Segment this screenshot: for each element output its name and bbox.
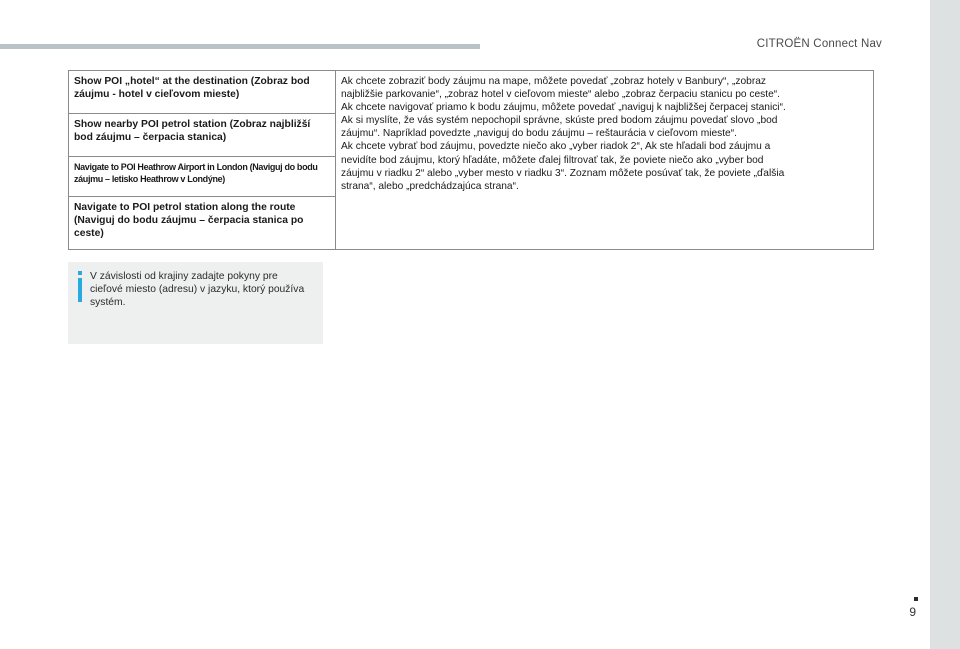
- description-line: Ak chcete zobraziť body záujmu na mape, môžete povedať „zobraz hotely v Banbury“, „zobraz: [341, 76, 766, 87]
- info-note: [68, 262, 323, 344]
- voice-commands-table: [68, 70, 874, 250]
- description-line: najbližšie parkovanie“, „zobraz hotel v cieľovom mieste“ alebo „zobraz čerpaciu stanicu po ceste“.: [341, 89, 780, 101]
- manual-title: CITROËN Connect Nav: [756, 38, 882, 50]
- page-edge-strip: [930, 0, 960, 649]
- header-rule: [0, 44, 480, 49]
- footer-marker: [914, 597, 918, 601]
- description-line: záujmu“. Napríklad povedzte „naviguj do bodu záujmu – reštaurácia v cieľovom mieste“.: [341, 128, 737, 140]
- description-line: záujmu v riadku 2“ alebo „vyber mesto v riadku 3“. Zoznam môžete posúvať tak, že poviete „ďalšia: [341, 167, 785, 179]
- description-line: Ak chcete vybrať bod záujmu, povedzte niečo ako „vyber riadok 2“, Ak ste hľadali bod záujmu a: [341, 141, 771, 153]
- command-cell: Show POI „hotel“ at the destination (Zobraz bod záujmu - hotel v cieľovom mieste): [69, 71, 336, 114]
- page-number: 9: [909, 605, 916, 619]
- table-row: [69, 71, 874, 114]
- command-cell: Navigate to POI petrol station along the route (Naviguj do bodu záujmu – čerpacia stanica po ceste): [69, 197, 336, 250]
- description-cell: [336, 71, 874, 250]
- description-line: nevidíte bod záujmu, ktorý hľadáte, môžete ďalej filtrovať tak, že poviete niečo ako „vyber bod: [341, 154, 764, 166]
- info-icon: [76, 271, 84, 303]
- description-line: Ak chcete navigovať priamo k bodu záujmu, môžete povedať „naviguj k najbližšej čerpacej stanici“.: [341, 102, 786, 114]
- command-cell: Navigate to POI Heathrow Airport in London (Naviguj do bodu záujmu – letisko Heathrow v Londýne): [69, 157, 336, 197]
- info-text: V závislosti od krajiny zadajte pokyny pre cieľové miesto (adresu) v jazyku, ktorý používa systém.: [90, 271, 305, 308]
- description-line: strana“, alebo „predchádzajúca strana“.: [341, 180, 519, 192]
- command-cell: Show nearby POI petrol station (Zobraz najbližší bod záujmu – čerpacia stanica): [69, 114, 336, 157]
- description-line: Ak si myslíte, že vás systém nepochopil správne, skúste pred bodom záujmu povedať slovo „bod: [341, 115, 778, 127]
